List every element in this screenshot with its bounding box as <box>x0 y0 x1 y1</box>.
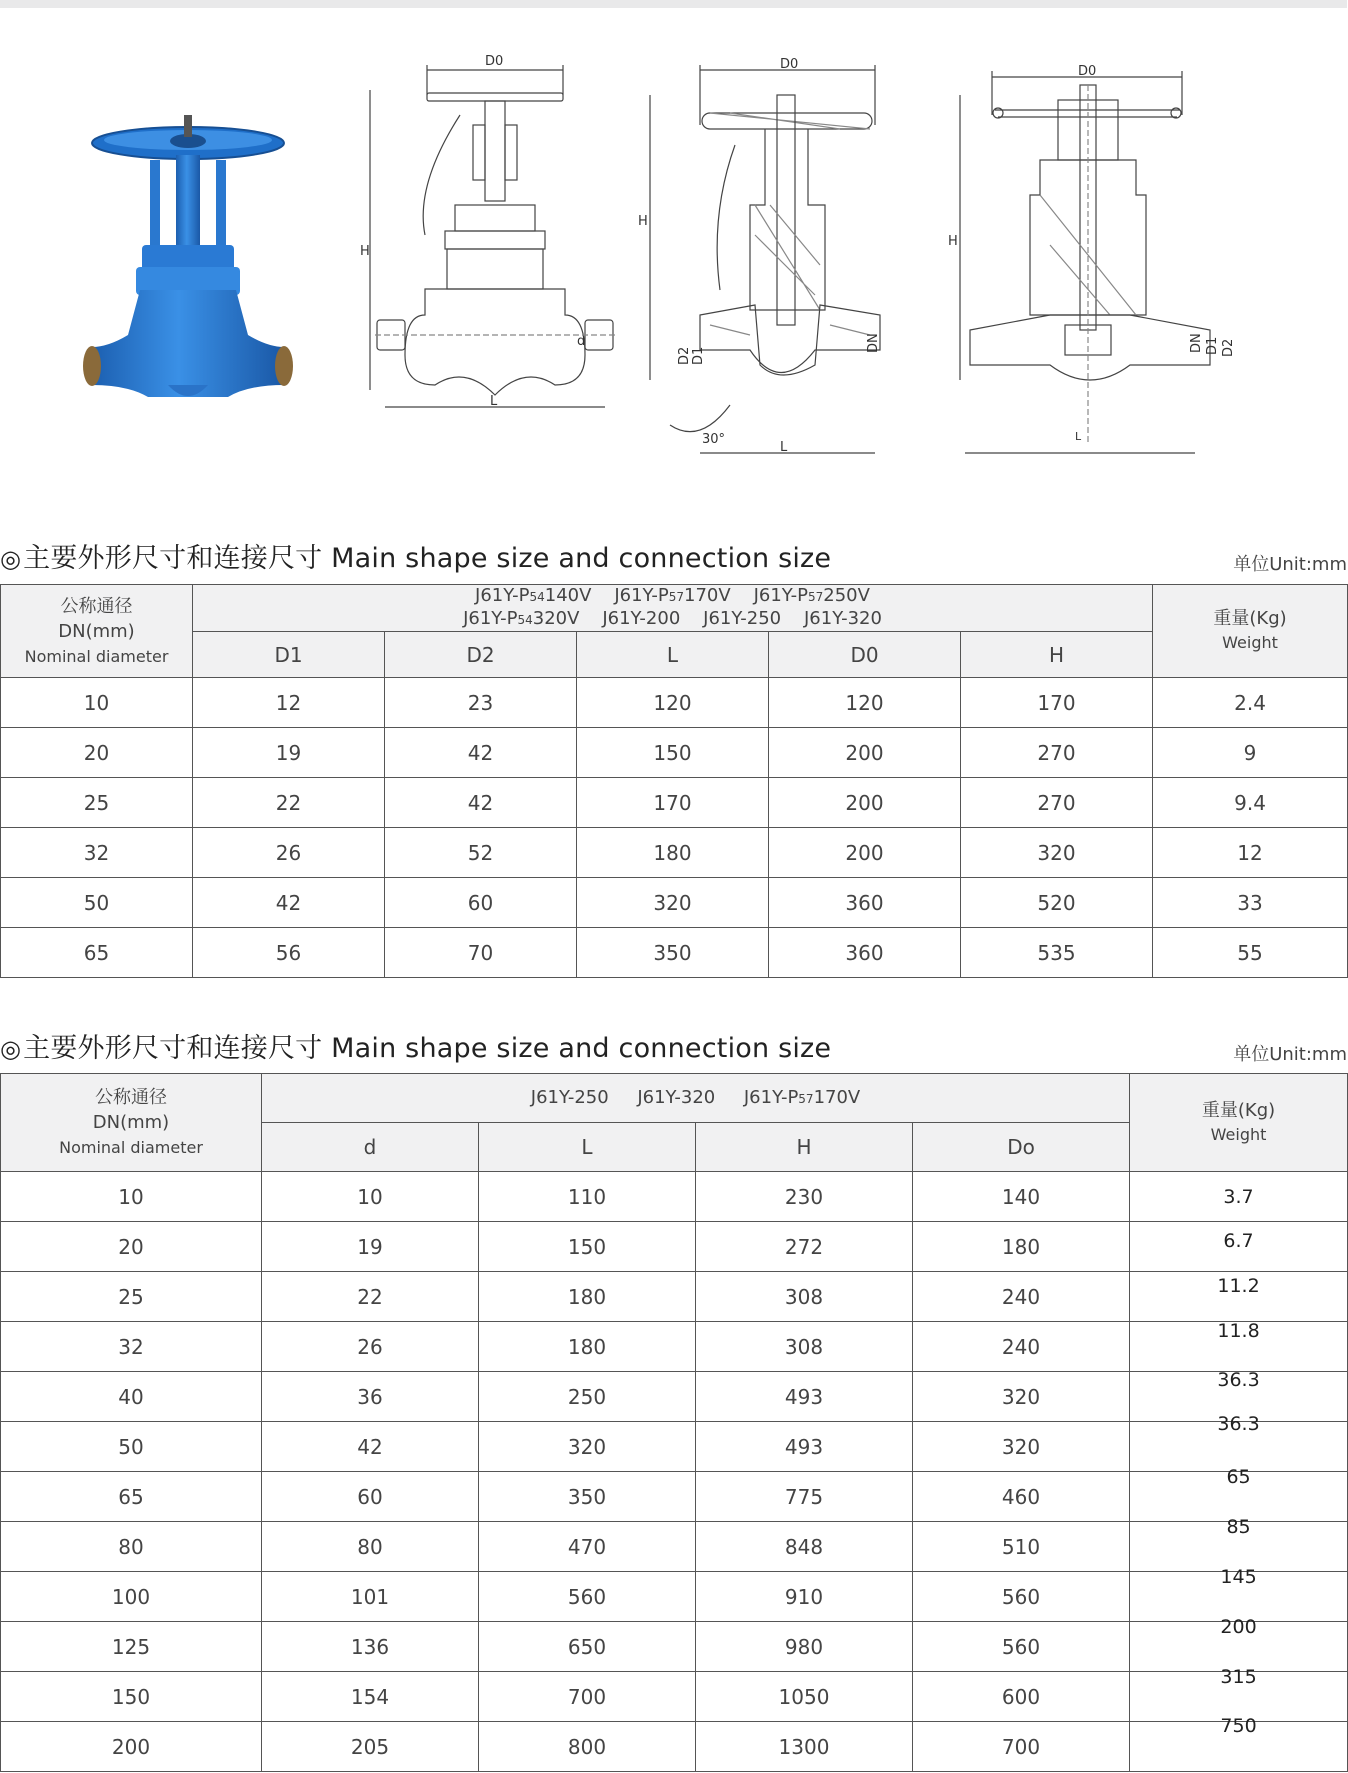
cell: 848 <box>696 1522 913 1572</box>
col-header-D2: D2 <box>385 632 577 678</box>
cell-dn: 20 <box>1 1222 262 1272</box>
dim-L: L <box>1075 430 1082 443</box>
cell: 360 <box>769 928 961 978</box>
cell-weight: 9.4 <box>1153 778 1348 828</box>
valve-photo <box>78 85 298 415</box>
dim-DN: DN <box>866 333 881 353</box>
dn-header: 公称通径 DN(mm) Nominal diameter <box>1 585 193 678</box>
cell: 22 <box>262 1272 479 1322</box>
cell: 136 <box>262 1622 479 1672</box>
weight-value: 315 <box>1220 1666 1257 1688</box>
cell: 250 <box>479 1372 696 1422</box>
cell: 12 <box>193 678 385 728</box>
dim-D2: D2 <box>1221 338 1236 357</box>
weight-value: 36.3 <box>1217 1369 1260 1391</box>
cell: 308 <box>696 1322 913 1372</box>
cell: 493 <box>696 1422 913 1472</box>
cell: 19 <box>262 1222 479 1272</box>
table-row <box>1 1322 1348 1372</box>
table-row <box>1 1222 1348 1272</box>
cell: 19 <box>193 728 385 778</box>
cell: 270 <box>961 778 1153 828</box>
cell-weight <box>1130 1272 1348 1322</box>
cell: 510 <box>913 1522 1130 1572</box>
cell-weight: 33 <box>1153 878 1348 928</box>
cell: 42 <box>262 1422 479 1472</box>
cell: 700 <box>479 1672 696 1722</box>
exterior-drawing <box>360 54 605 460</box>
cell: 308 <box>696 1272 913 1322</box>
col-header-Do: Do <box>913 1123 1130 1172</box>
cell: 493 <box>696 1372 913 1422</box>
cell: 320 <box>913 1372 1130 1422</box>
cell: 1050 <box>696 1672 913 1722</box>
cell-dn: 125 <box>1 1622 262 1672</box>
table-row <box>1 1272 1348 1322</box>
table-row <box>1 1422 1348 1472</box>
cell: 560 <box>913 1622 1130 1672</box>
table-row <box>1 878 1348 928</box>
cell-weight: 9 <box>1153 728 1348 778</box>
col-header-D0: D0 <box>769 632 961 678</box>
cell: 60 <box>385 878 577 928</box>
dim-H: H <box>360 244 370 259</box>
cell: 60 <box>262 1472 479 1522</box>
col-header-H: H <box>696 1123 913 1172</box>
cell: 23 <box>385 678 577 728</box>
cell: 240 <box>913 1322 1130 1372</box>
cell: 520 <box>961 878 1153 928</box>
dim-H: H <box>948 234 958 249</box>
weight-value: 85 <box>1226 1516 1251 1538</box>
cell: 120 <box>577 678 769 728</box>
cell: 200 <box>769 778 961 828</box>
spec-table-2 <box>0 1073 1348 1772</box>
cell: 560 <box>913 1572 1130 1622</box>
cell: 26 <box>262 1322 479 1372</box>
cell-weight: 12 <box>1153 828 1348 878</box>
table-row <box>1 1722 1348 1772</box>
dim-L: L <box>780 440 788 455</box>
weight-header: 重量(Kg) Weight <box>1153 585 1348 678</box>
cell: 80 <box>262 1522 479 1572</box>
section-title-1: ◎主要外形尺寸和连接尺寸 Main shape size and connection size <box>0 543 832 574</box>
cell-dn: 150 <box>1 1672 262 1722</box>
section-drawing-b <box>940 65 1250 460</box>
dim-D2: D2 <box>677 346 692 365</box>
spec-table-1 <box>0 584 1348 978</box>
cell: 360 <box>769 878 961 928</box>
cell: 42 <box>193 878 385 928</box>
top-bar <box>0 0 1347 8</box>
cell: 600 <box>913 1672 1130 1722</box>
table-row <box>1 828 1348 878</box>
cell-weight <box>1130 1666 1348 1722</box>
col-header-L: L <box>577 632 769 678</box>
cell-weight <box>1130 1566 1348 1622</box>
cell: 26 <box>193 828 385 878</box>
model-header: J61Y-P54140V J61Y-P57170V J61Y-P57250V J61Y-P54320V J61Y-200 J61Y-250 J61Y-320 <box>193 585 1153 632</box>
cell: 180 <box>479 1272 696 1322</box>
dim-D0: D0 <box>1078 64 1097 79</box>
cell-weight <box>1130 1172 1348 1222</box>
cell: 22 <box>193 778 385 828</box>
weight-value: 36.3 <box>1217 1413 1260 1435</box>
cell: 150 <box>479 1222 696 1272</box>
cell: 230 <box>696 1172 913 1222</box>
cell-weight <box>1130 1413 1348 1472</box>
model-header: J61Y-250 J61Y-320 J61Y-P57170V <box>262 1074 1130 1123</box>
dim-D1: D1 <box>1205 336 1220 355</box>
table-row <box>1 1622 1348 1672</box>
cell: 910 <box>696 1572 913 1622</box>
cell: 775 <box>696 1472 913 1522</box>
weight-value: 11.8 <box>1217 1320 1260 1342</box>
table-row <box>1 928 1348 978</box>
cell: 52 <box>385 828 577 878</box>
cell: 36 <box>262 1372 479 1422</box>
cell-dn: 32 <box>1 1322 262 1372</box>
col-header-H: H <box>961 632 1153 678</box>
cell: 270 <box>961 728 1153 778</box>
cell: 205 <box>262 1722 479 1772</box>
cell-dn: 100 <box>1 1572 262 1622</box>
cell-dn: 40 <box>1 1372 262 1422</box>
section-drawing-a <box>638 57 890 460</box>
cell: 460 <box>913 1472 1130 1522</box>
cell: 140 <box>913 1172 1130 1222</box>
table-row <box>1 1172 1348 1222</box>
cell: 350 <box>577 928 769 978</box>
cell-weight: 55 <box>1153 928 1348 978</box>
cell-dn: 50 <box>1 1422 262 1472</box>
cell: 700 <box>913 1722 1130 1772</box>
cell-dn: 10 <box>1 678 193 728</box>
weight-header: 重量(Kg) Weight <box>1130 1074 1348 1172</box>
cell-dn: 32 <box>1 828 193 878</box>
cell-dn: 80 <box>1 1522 262 1572</box>
cell: 350 <box>479 1472 696 1522</box>
cell: 154 <box>262 1672 479 1722</box>
weight-value: 200 <box>1220 1616 1257 1638</box>
cell: 10 <box>262 1172 479 1222</box>
table-row <box>1 678 1348 728</box>
cell-dn: 25 <box>1 1272 262 1322</box>
unit-label-2: 单位Unit:mm <box>1233 1044 1347 1065</box>
cell-dn: 65 <box>1 1472 262 1522</box>
cell-dn: 200 <box>1 1722 262 1772</box>
cell-weight <box>1130 1516 1348 1572</box>
dim-L: L <box>490 394 498 409</box>
table-row <box>1 728 1348 778</box>
cell: 240 <box>913 1272 1130 1322</box>
unit-label-1: 单位Unit:mm <box>1233 554 1347 575</box>
cell: 180 <box>913 1222 1130 1272</box>
table-row <box>1 1522 1348 1572</box>
dn-header: 公称通径 DN(mm) Nominal diameter <box>1 1074 262 1172</box>
cell-dn: 20 <box>1 728 193 778</box>
weight-value: 145 <box>1220 1566 1257 1588</box>
cell-dn: 50 <box>1 878 193 928</box>
cell-weight <box>1130 1715 1348 1772</box>
cell: 470 <box>479 1522 696 1572</box>
cell-dn: 25 <box>1 778 193 828</box>
cell: 320 <box>961 828 1153 878</box>
cell: 200 <box>769 728 961 778</box>
table-row <box>1 1672 1348 1722</box>
cell: 110 <box>479 1172 696 1222</box>
cell-weight <box>1130 1322 1348 1372</box>
dim-D0: D0 <box>780 57 799 72</box>
weight-value: 11.2 <box>1217 1275 1260 1297</box>
dim-d: d <box>577 334 586 349</box>
weight-value: 3.7 <box>1223 1186 1254 1208</box>
cell: 320 <box>479 1422 696 1472</box>
cell-dn: 65 <box>1 928 193 978</box>
cell-weight <box>1130 1222 1348 1272</box>
dim-D1: D1 <box>691 346 706 365</box>
dim-DN: DN <box>1189 333 1204 353</box>
col-header-d: d <box>262 1123 479 1172</box>
cell: 180 <box>577 828 769 878</box>
table-row <box>1 1472 1348 1522</box>
cell: 56 <box>193 928 385 978</box>
weight-value: 6.7 <box>1223 1230 1254 1252</box>
dim-D0: D0 <box>485 54 504 69</box>
cell: 560 <box>479 1572 696 1622</box>
cell: 1300 <box>696 1722 913 1772</box>
weight-value: 750 <box>1220 1715 1257 1737</box>
cell: 70 <box>385 928 577 978</box>
cell: 170 <box>577 778 769 828</box>
cell: 535 <box>961 928 1153 978</box>
cell-dn: 10 <box>1 1172 262 1222</box>
table-row <box>1 778 1348 828</box>
weight-value: 65 <box>1226 1466 1251 1488</box>
dim-angle: 30° <box>702 432 726 447</box>
cell: 170 <box>961 678 1153 728</box>
dim-H: H <box>638 214 648 229</box>
cell: 101 <box>262 1572 479 1622</box>
cell: 180 <box>479 1322 696 1372</box>
cell: 650 <box>479 1622 696 1672</box>
cell: 320 <box>577 878 769 928</box>
cell-weight <box>1130 1466 1348 1522</box>
cell-weight: 2.4 <box>1153 678 1348 728</box>
cell: 272 <box>696 1222 913 1272</box>
cell: 320 <box>913 1422 1130 1472</box>
figure-row <box>0 55 1347 475</box>
cell: 120 <box>769 678 961 728</box>
cell-weight <box>1130 1616 1348 1672</box>
col-header-L: L <box>479 1123 696 1172</box>
cell: 42 <box>385 728 577 778</box>
cell: 200 <box>769 828 961 878</box>
cell: 150 <box>577 728 769 778</box>
cell: 800 <box>479 1722 696 1772</box>
col-header-D1: D1 <box>193 632 385 678</box>
section-title-2: ◎主要外形尺寸和连接尺寸 Main shape size and connection size <box>0 1033 832 1064</box>
table-row <box>1 1572 1348 1622</box>
cell: 980 <box>696 1622 913 1672</box>
cell: 42 <box>385 778 577 828</box>
